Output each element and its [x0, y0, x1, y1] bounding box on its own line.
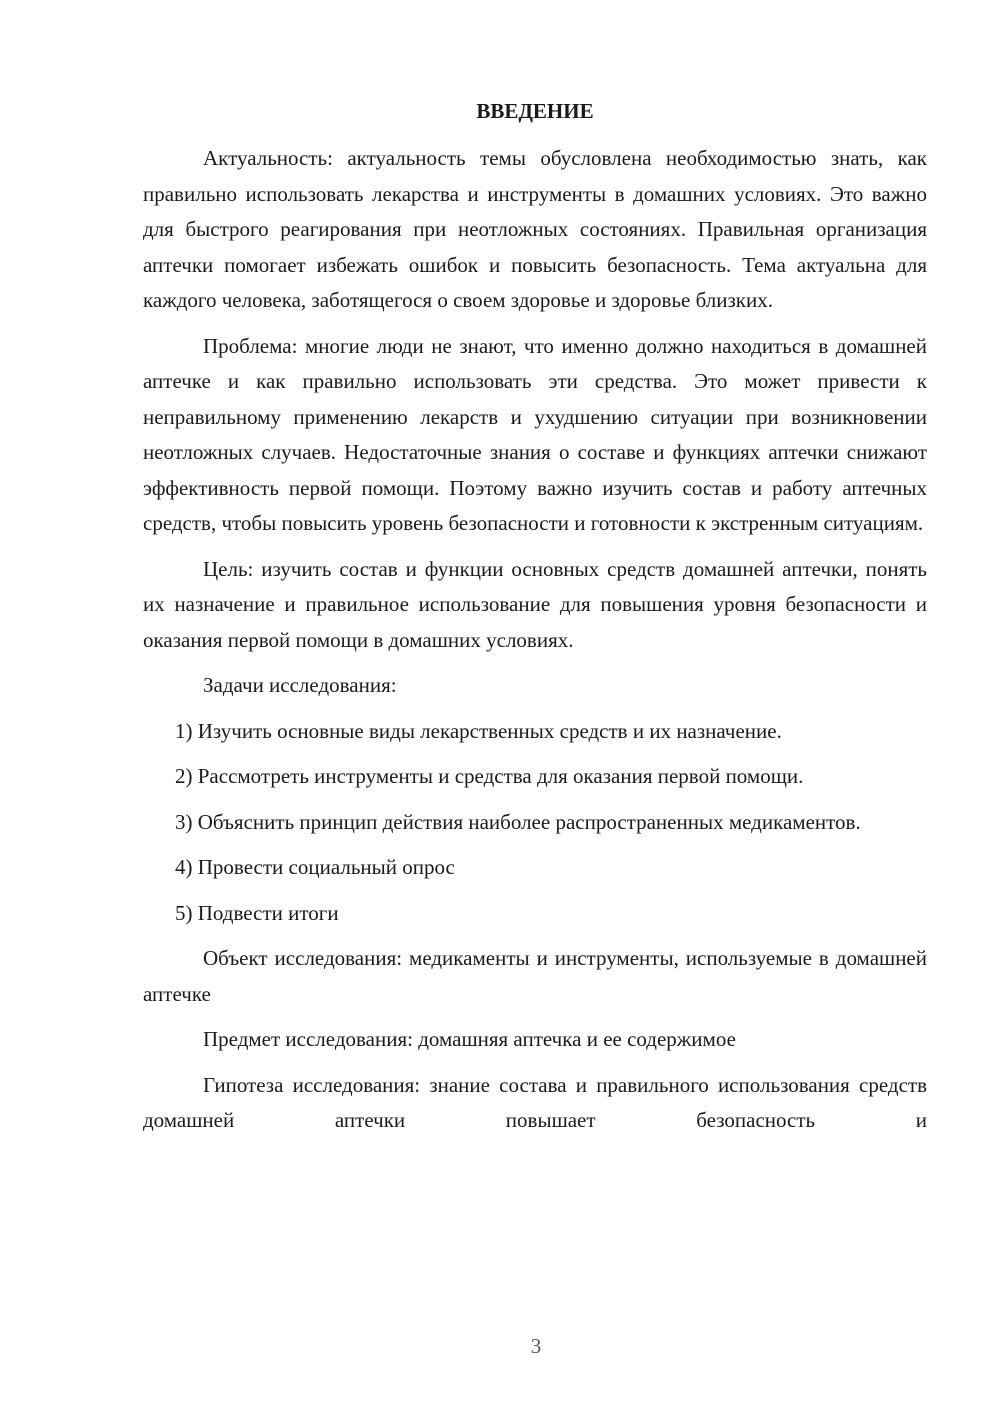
tasks-heading: Задачи исследования:	[203, 673, 397, 697]
paragraph-goal: Цель: изучить состав и функции основных средств домашней аптечки, понять их назначение и правильное использование для повышения уровня безопасности и оказания первой помощи в домашних условиях.	[143, 556, 927, 652]
task-item-5: 5) Подвести итоги	[175, 900, 339, 925]
page-number: 3	[530, 1334, 542, 1358]
page-content	[143, 94, 927, 1149]
paragraph-hypothesis: Гипотеза исследования: знание состава и правильного использования средств домашней аптечки повышает безопасность и	[143, 1072, 927, 1132]
task-item-1: 1) Изучить основные виды лекарственных средств и их назначение.	[175, 718, 782, 743]
section-title: ВВЕДЕНИЕ	[476, 99, 594, 123]
task-item-4: 4) Провести социальный опрос	[175, 855, 455, 879]
task-item-3: 3) Объяснить принцип действия наиболее распространенных медикаментов.	[175, 809, 861, 834]
paragraph-relevance: Актуальность: актуальность темы обусловлена необходимостью знать, как правильно использовать лекарства и инструменты в домашних условиях. Это важно для быстрого реагирования при неотложных состояниях. Правильная организация аптечки помогает избежать ошибок и повысить безопасность. Тема актуальна для каждого человека, заботящегося о своем здоровье и здоровье близких.	[143, 146, 927, 312]
task-item-2: 2) Рассмотреть инструменты и средства для оказания первой помощи.	[175, 764, 804, 788]
paragraph-subject: Предмет исследования: домашняя аптечка и ее содержимое	[203, 1027, 736, 1051]
paragraph-problem: Проблема: многие люди не знают, что именно должно находиться в домашней аптечке и как правильно использовать эти средства. Это может привести к неправильному применению лекарств и ухудшению ситуации при возникновении неотложных случаев. Недостаточные знания о составе и функциях аптечки снижают эффективность первой помощи. Поэтому важно изучить состав и работу аптечных средств, чтобы повысить уровень безопасности и готовности к экстренным ситуациям.	[143, 333, 927, 535]
paragraph-object: Объект исследования: медикаменты и инструменты, используемые в домашней аптечке	[143, 946, 927, 1006]
